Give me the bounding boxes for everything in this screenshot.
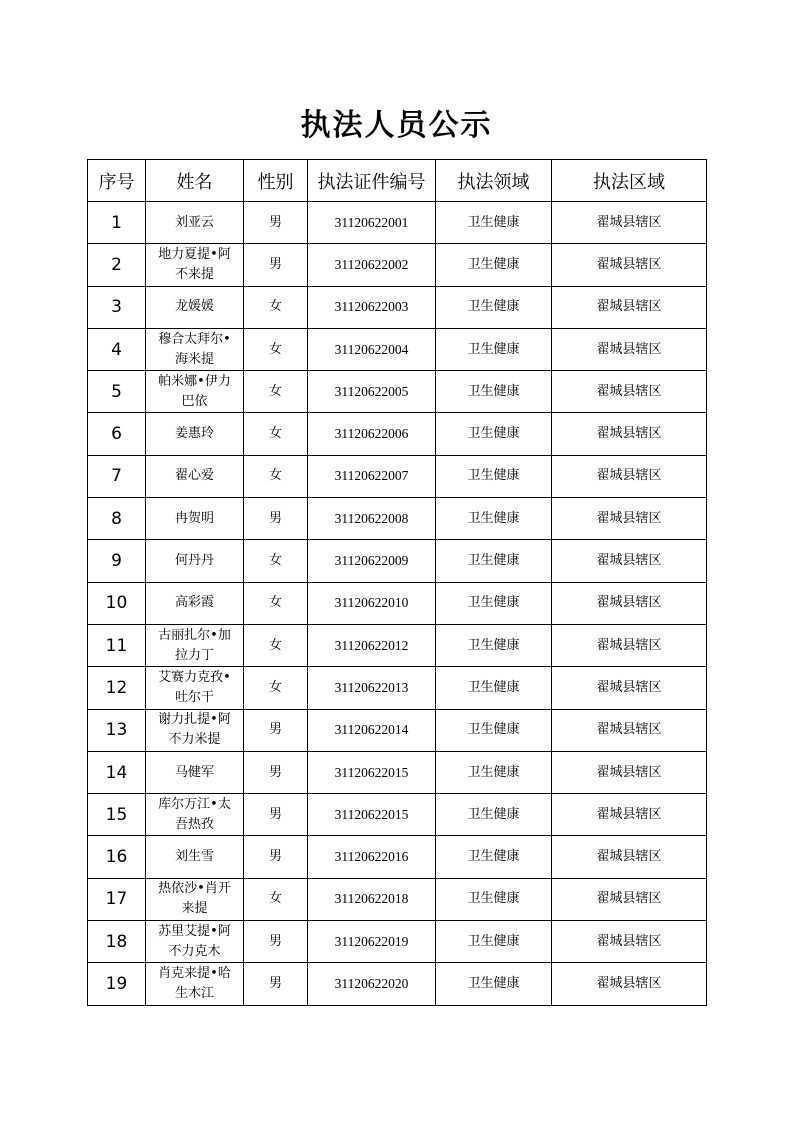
- cell-cert-number: 31120622002: [308, 244, 436, 286]
- cell-name: 库尔万江•太吾热孜: [146, 794, 244, 836]
- cell-cert-number: 31120622013: [308, 667, 436, 709]
- cell-serial: 9: [88, 540, 146, 582]
- table-row: [88, 963, 707, 1005]
- table-row: [88, 455, 707, 497]
- cell-name: 艾赛力克孜•吐尔干: [146, 667, 244, 709]
- cell-gender: 女: [244, 286, 308, 328]
- cell-name: 苏里艾提•阿不力克木: [146, 921, 244, 963]
- cell-cert-number: 31120622019: [308, 921, 436, 963]
- cell-area: 翟城县辖区: [552, 624, 707, 666]
- cell-serial: 11: [88, 624, 146, 666]
- cell-cert-number: 31120622015: [308, 794, 436, 836]
- cell-gender: 男: [244, 202, 308, 244]
- cell-gender: 男: [244, 751, 308, 793]
- cell-name: 龙媛媛: [146, 286, 244, 328]
- table-row: [88, 921, 707, 963]
- cell-cert-number: 31120622003: [308, 286, 436, 328]
- cell-field: 卫生健康: [436, 709, 552, 751]
- cell-cert-number: 31120622015: [308, 751, 436, 793]
- cell-name: 翟心爱: [146, 455, 244, 497]
- cell-name: 谢力扎提•阿不力米提: [146, 709, 244, 751]
- cell-gender: 男: [244, 836, 308, 878]
- cell-area: 翟城县辖区: [552, 921, 707, 963]
- cell-gender: 男: [244, 498, 308, 540]
- table-row: [88, 328, 707, 370]
- cell-field: 卫生健康: [436, 921, 552, 963]
- table-row: [88, 244, 707, 286]
- cell-name: 地力夏提•阿不来提: [146, 244, 244, 286]
- cell-field: 卫生健康: [436, 963, 552, 1005]
- cell-area: 翟城县辖区: [552, 878, 707, 920]
- table-row: [88, 667, 707, 709]
- cell-area: 翟城县辖区: [552, 371, 707, 413]
- cell-cert-number: 31120622009: [308, 540, 436, 582]
- cell-field: 卫生健康: [436, 202, 552, 244]
- table-row: [88, 286, 707, 328]
- cell-field: 卫生健康: [436, 624, 552, 666]
- cell-serial: 1: [88, 202, 146, 244]
- cell-serial: 10: [88, 582, 146, 624]
- cell-name: 肖克来提•哈生木江: [146, 963, 244, 1005]
- header-gender: 性别: [244, 160, 308, 202]
- cell-area: 翟城县辖区: [552, 836, 707, 878]
- table-row: [88, 709, 707, 751]
- table-header-row: [88, 160, 707, 202]
- cell-field: 卫生健康: [436, 667, 552, 709]
- table-row: [88, 371, 707, 413]
- table-row: [88, 498, 707, 540]
- table-row: [88, 624, 707, 666]
- cell-gender: 男: [244, 244, 308, 286]
- cell-area: 翟城县辖区: [552, 582, 707, 624]
- cell-cert-number: 31120622014: [308, 709, 436, 751]
- cell-cert-number: 31120622008: [308, 498, 436, 540]
- cell-gender: 女: [244, 455, 308, 497]
- cell-cert-number: 31120622001: [308, 202, 436, 244]
- cell-serial: 15: [88, 794, 146, 836]
- table-row: [88, 202, 707, 244]
- header-serial: 序号: [88, 160, 146, 202]
- cell-name: 热依沙•肖开来提: [146, 878, 244, 920]
- cell-area: 翟城县辖区: [552, 794, 707, 836]
- cell-cert-number: 31120622007: [308, 455, 436, 497]
- table-row: [88, 878, 707, 920]
- cell-cert-number: 31120622006: [308, 413, 436, 455]
- header-name: 姓名: [146, 160, 244, 202]
- cell-gender: 女: [244, 582, 308, 624]
- cell-serial: 19: [88, 963, 146, 1005]
- cell-field: 卫生健康: [436, 286, 552, 328]
- cell-name: 古丽扎尔•加拉力丁: [146, 624, 244, 666]
- cell-field: 卫生健康: [436, 751, 552, 793]
- cell-area: 翟城县辖区: [552, 963, 707, 1005]
- table-row: [88, 540, 707, 582]
- table-body: [88, 202, 707, 1006]
- cell-area: 翟城县辖区: [552, 751, 707, 793]
- cell-gender: 女: [244, 328, 308, 370]
- cell-name: 穆合太拜尔•海米提: [146, 328, 244, 370]
- cell-field: 卫生健康: [436, 878, 552, 920]
- cell-serial: 4: [88, 328, 146, 370]
- cell-field: 卫生健康: [436, 794, 552, 836]
- cell-field: 卫生健康: [436, 244, 552, 286]
- cell-field: 卫生健康: [436, 328, 552, 370]
- cell-serial: 13: [88, 709, 146, 751]
- header-cert-number: 执法证件编号: [308, 160, 436, 202]
- cell-name: 何丹丹: [146, 540, 244, 582]
- cell-gender: 女: [244, 878, 308, 920]
- header-area: 执法区域: [552, 160, 707, 202]
- cell-cert-number: 31120622018: [308, 878, 436, 920]
- cell-serial: 5: [88, 371, 146, 413]
- cell-cert-number: 31120622020: [308, 963, 436, 1005]
- cell-serial: 2: [88, 244, 146, 286]
- cell-name: 帕米娜•伊力巴依: [146, 371, 244, 413]
- cell-serial: 18: [88, 921, 146, 963]
- cell-field: 卫生健康: [436, 540, 552, 582]
- cell-gender: 女: [244, 371, 308, 413]
- cell-field: 卫生健康: [436, 455, 552, 497]
- cell-name: 刘亚云: [146, 202, 244, 244]
- cell-serial: 14: [88, 751, 146, 793]
- cell-area: 翟城县辖区: [552, 413, 707, 455]
- cell-cert-number: 31120622005: [308, 371, 436, 413]
- cell-area: 翟城县辖区: [552, 244, 707, 286]
- personnel-table: [87, 159, 707, 1006]
- cell-cert-number: 31120622004: [308, 328, 436, 370]
- page-title: 执法人员公示: [300, 108, 493, 143]
- cell-gender: 女: [244, 667, 308, 709]
- cell-gender: 男: [244, 794, 308, 836]
- cell-field: 卫生健康: [436, 498, 552, 540]
- cell-serial: 12: [88, 667, 146, 709]
- cell-serial: 17: [88, 878, 146, 920]
- cell-area: 翟城县辖区: [552, 328, 707, 370]
- cell-name: 冉贺明: [146, 498, 244, 540]
- cell-field: 卫生健康: [436, 413, 552, 455]
- cell-area: 翟城县辖区: [552, 202, 707, 244]
- cell-gender: 女: [244, 624, 308, 666]
- cell-area: 翟城县辖区: [552, 498, 707, 540]
- cell-area: 翟城县辖区: [552, 455, 707, 497]
- cell-gender: 男: [244, 921, 308, 963]
- cell-area: 翟城县辖区: [552, 286, 707, 328]
- cell-serial: 7: [88, 455, 146, 497]
- cell-serial: 6: [88, 413, 146, 455]
- cell-name: 姜惠玲: [146, 413, 244, 455]
- header-field: 执法领域: [436, 160, 552, 202]
- table-row: [88, 751, 707, 793]
- cell-field: 卫生健康: [436, 371, 552, 413]
- cell-cert-number: 31120622016: [308, 836, 436, 878]
- cell-gender: 女: [244, 540, 308, 582]
- table-row: [88, 413, 707, 455]
- cell-name: 刘生雪: [146, 836, 244, 878]
- cell-cert-number: 31120622010: [308, 582, 436, 624]
- cell-serial: 16: [88, 836, 146, 878]
- cell-area: 翟城县辖区: [552, 667, 707, 709]
- cell-name: 马健军: [146, 751, 244, 793]
- cell-gender: 男: [244, 709, 308, 751]
- cell-cert-number: 31120622012: [308, 624, 436, 666]
- table-row: [88, 582, 707, 624]
- table-row: [88, 836, 707, 878]
- cell-gender: 女: [244, 413, 308, 455]
- cell-field: 卫生健康: [436, 582, 552, 624]
- cell-area: 翟城县辖区: [552, 709, 707, 751]
- cell-gender: 男: [244, 963, 308, 1005]
- cell-serial: 3: [88, 286, 146, 328]
- cell-area: 翟城县辖区: [552, 540, 707, 582]
- cell-name: 高彩霞: [146, 582, 244, 624]
- cell-serial: 8: [88, 498, 146, 540]
- cell-field: 卫生健康: [436, 836, 552, 878]
- table-row: [88, 794, 707, 836]
